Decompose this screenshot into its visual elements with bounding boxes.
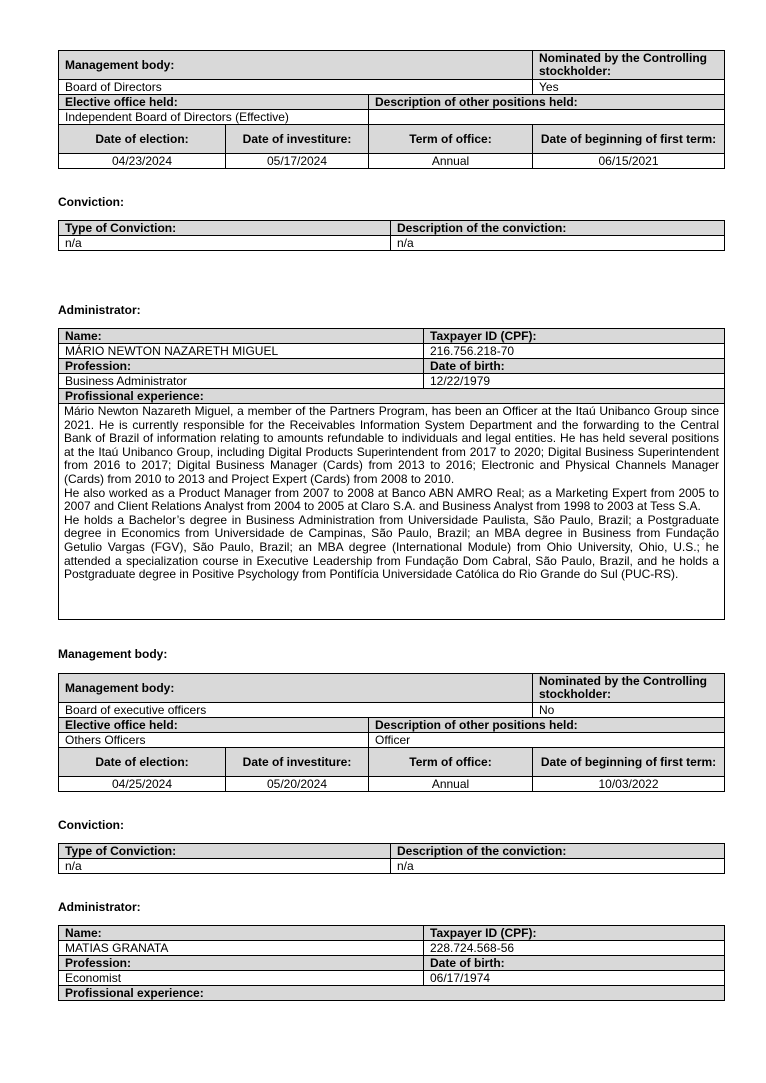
date-investiture-header: Date of investiture:: [226, 125, 369, 154]
other-positions-value: [369, 110, 725, 125]
experience-header: Profissional experience:: [59, 389, 725, 404]
management-body-value: Board of executive officers: [59, 703, 533, 718]
experience-header: Profissional experience:: [59, 986, 725, 1001]
management-body-heading: Management body:: [58, 647, 168, 661]
term-office-value: Annual: [369, 777, 533, 792]
date-first-term-value: 06/15/2021: [533, 154, 725, 169]
experience-paragraph: Mário Newton Nazareth Miguel, a member of the Partners Program, has been an Officer at the Itaú Unibanco Group since 2021. He is currently responsible for the Receivables Information System Department and the forwarding to the Central Bank of Brazil of information relating to amounts refundable to individuals and legal entities. He has held several positions at the Itaú Unibanco Group, including Digital Products Superintendent from 2017 to 2020; Digital Business Superintendent from 2016 to 2017; Digital Business Manager (Cards) from 2013 to 2016; Electronic and Physical Channels Manager (Cards) from 2010 to 2013 and Project Expert (Cards) from 2008 to 2010.: [64, 404, 719, 486]
elective-office-header: Elective office held:: [59, 95, 369, 110]
administrator-heading: Administrator:: [58, 900, 141, 914]
type-conviction-value: n/a: [59, 236, 391, 251]
elective-office-header: Elective office held:: [59, 718, 369, 733]
elective-office-value: Others Officers: [59, 733, 369, 748]
taxpayer-value: 228.724.568-56: [424, 941, 725, 956]
date-investiture-value: 05/17/2024: [226, 154, 369, 169]
nominated-header: Nominated by the Controlling stockholder:: [533, 51, 725, 80]
date-investiture-header: Date of investiture:: [226, 748, 369, 777]
management-body-value: Board of Directors: [59, 80, 533, 95]
date-election-value: 04/25/2024: [59, 777, 226, 792]
nominated-value: No: [533, 703, 725, 718]
date-election-header: Date of election:: [59, 125, 226, 154]
type-conviction-value: n/a: [59, 859, 391, 874]
experience-paragraph: He holds a Bachelor’s degree in Business Administration from Universidade Paulista, São Paulo, Brazil; a Postgraduate degree in Economics from Universidade de Campinas, São Paulo, Brazil; an MBA degree in Business from Fundação Getulio Vargas (FGV), São Paulo, Brazil; an MBA degree (International Module) from Ohio University, Ohio, U.S.; he attended a specialization course in Executive Leadership from Fundação Dom Cabral, São Paulo, Brazil, and he holds a Postgraduate degree in Positive Psychology from Pontifícia Universidade Católica do Rio Grande do Sul (PUC-RS).: [64, 512, 719, 582]
name-header: Name:: [59, 329, 424, 344]
management-body-table-2: [58, 673, 725, 792]
taxpayer-value: 216.756.218-70: [424, 344, 725, 359]
name-value: MÁRIO NEWTON NAZARETH MIGUEL: [59, 344, 424, 359]
term-office-value: Annual: [369, 154, 533, 169]
administrator-heading: Administrator:: [58, 303, 141, 317]
name-value: MATIAS GRANATA: [59, 941, 424, 956]
profession-value: Business Administrator: [59, 374, 424, 389]
dob-header: Date of birth:: [424, 359, 725, 374]
name-header: Name:: [59, 926, 424, 941]
type-conviction-header: Type of Conviction:: [59, 844, 391, 859]
date-first-term-value: 10/03/2022: [533, 777, 725, 792]
other-positions-header: Description of other positions held:: [369, 95, 725, 110]
profession-value: Economist: [59, 971, 424, 986]
type-conviction-header: Type of Conviction:: [59, 221, 391, 236]
dob-value: 12/22/1979: [424, 374, 725, 389]
other-positions-value: Officer: [369, 733, 725, 748]
date-investiture-value: 05/20/2024: [226, 777, 369, 792]
term-office-header: Term of office:: [369, 125, 533, 154]
profession-header: Profession:: [59, 359, 424, 374]
conviction-table-1: [58, 220, 725, 251]
conviction-heading: Conviction:: [58, 195, 124, 209]
date-election-value: 04/23/2024: [59, 154, 226, 169]
date-election-header: Date of election:: [59, 748, 226, 777]
administrator-table-2: [58, 925, 725, 1001]
dob-header: Date of birth:: [424, 956, 725, 971]
management-body-header: Management body:: [59, 674, 533, 703]
desc-conviction-value: n/a: [391, 859, 725, 874]
elective-office-value: Independent Board of Directors (Effective): [59, 110, 369, 125]
administrator-table-1: [58, 328, 725, 620]
nominated-value: Yes: [533, 80, 725, 95]
desc-conviction-header: Description of the conviction:: [391, 844, 725, 859]
term-office-header: Term of office:: [369, 748, 533, 777]
taxpayer-header: Taxpayer ID (CPF):: [424, 926, 725, 941]
conviction-table-2: [58, 843, 725, 874]
taxpayer-header: Taxpayer ID (CPF):: [424, 329, 725, 344]
experience-paragraph: He also worked as a Product Manager from 2007 to 2008 at Banco ABN AMRO Real; as a Marketing Expert from 2005 to 2007 and Client Relations Analyst from 2004 to 2005 at Claro S.A. and Business Analyst from 1998 to 2003 at Tess S.A.: [64, 485, 719, 514]
management-body-header: Management body:: [59, 51, 533, 80]
conviction-heading: Conviction:: [58, 818, 124, 832]
date-first-term-header: Date of beginning of first term:: [533, 125, 725, 154]
other-positions-header: Description of other positions held:: [369, 718, 725, 733]
date-first-term-header: Date of beginning of first term:: [533, 748, 725, 777]
desc-conviction-header: Description of the conviction:: [391, 221, 725, 236]
profession-header: Profession:: [59, 956, 424, 971]
management-body-table-1: [58, 50, 725, 169]
dob-value: 06/17/1974: [424, 971, 725, 986]
nominated-header: Nominated by the Controlling stockholder:: [533, 674, 725, 703]
experience-text: [59, 404, 725, 620]
desc-conviction-value: n/a: [391, 236, 725, 251]
